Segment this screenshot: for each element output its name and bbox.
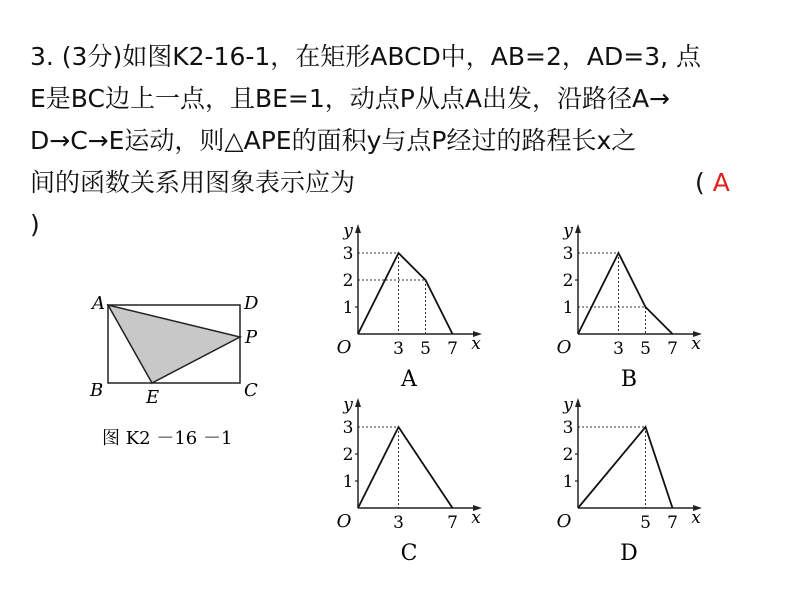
- option-b-y-tick-label: 2: [562, 271, 574, 291]
- paren-open: (: [695, 168, 705, 197]
- answer-bracket: [695, 162, 730, 204]
- option-c-y-tick-label: 3: [342, 418, 354, 438]
- option-b-graph: [545, 218, 720, 398]
- option-a-x-label: x: [471, 334, 481, 354]
- label-d: D: [244, 293, 259, 314]
- option-d-function-line: [578, 427, 673, 508]
- option-d-y-label: y: [563, 395, 573, 415]
- question-line-4: [30, 162, 760, 204]
- option-a-letter: A: [401, 367, 417, 392]
- option-d-y-tick-label: 2: [562, 445, 574, 465]
- option-a-y-arrow: [355, 224, 361, 233]
- option-d-x-tick-label: 5: [640, 513, 651, 533]
- label-c: C: [244, 380, 258, 401]
- option-c-y-label: y: [343, 395, 353, 415]
- option-a-x-tick-label: 7: [447, 339, 458, 359]
- label-e: E: [146, 387, 160, 408]
- option-b-x-tick-label: 5: [640, 339, 651, 359]
- option-b-letter: B: [620, 367, 638, 392]
- figure-caption: 图 K2 －16 －1: [102, 428, 233, 449]
- option-a-y-tick-label: 1: [342, 298, 354, 318]
- option-d-origin-label: O: [556, 511, 572, 532]
- option-c-origin-label: O: [336, 511, 352, 532]
- option-a-graph: [325, 218, 500, 398]
- option-c-graph: [325, 392, 500, 572]
- option-d-x-tick-label: 7: [667, 513, 678, 533]
- question-line-3: D→C→E运动，则△APE的面积y与点P经过的路程长x之: [30, 126, 637, 155]
- option-a-y-tick-label: 2: [342, 271, 354, 291]
- option-c-x-tick-label: 7: [447, 513, 458, 533]
- label-a: A: [92, 293, 105, 314]
- label-b: B: [90, 380, 104, 401]
- option-c-y-tick-label: 2: [342, 445, 354, 465]
- question-text: [30, 36, 760, 246]
- option-c-function-line: [358, 427, 453, 508]
- option-c-x-tick-label: 3: [393, 513, 404, 533]
- option-d-y-tick-label: 3: [562, 418, 574, 438]
- option-b-x-tick-label: 7: [667, 339, 678, 359]
- option-d-graph: [545, 392, 720, 572]
- question-line-1: 3. (3分)如图K2-16-1，在矩形ABCD中，AB=2，AD=3, 点: [30, 42, 701, 71]
- option-a-x-tick-label: 3: [393, 339, 404, 359]
- option-b-y-tick-label: 1: [562, 298, 574, 318]
- option-c-letter: C: [400, 541, 418, 566]
- option-b-y-tick-label: 3: [562, 244, 574, 264]
- option-b-origin-label: O: [556, 337, 572, 358]
- rectangle-figure: [80, 285, 280, 450]
- option-d-x-label: x: [691, 508, 701, 528]
- option-a-function-line: [358, 253, 453, 334]
- triangle-ape-shading: [108, 305, 240, 383]
- option-c-y-tick-label: 1: [342, 472, 354, 492]
- option-a-y-label: y: [343, 221, 353, 241]
- option-d-y-arrow: [575, 398, 581, 407]
- option-b-x-tick-label: 3: [613, 339, 624, 359]
- question-line-4-text: 间的函数关系用图象表示应为: [30, 168, 356, 197]
- option-a-y-tick-label: 3: [342, 244, 354, 264]
- option-b-y-label: y: [563, 221, 573, 241]
- option-c-y-arrow: [355, 398, 361, 407]
- answer-letter: A: [712, 168, 730, 197]
- option-b-y-arrow: [575, 224, 581, 233]
- question-line-2: E是BC边上一点，且BE=1，动点P从点A出发，沿路径A→: [30, 84, 670, 113]
- option-b-x-label: x: [691, 334, 701, 354]
- option-d-y-tick-label: 1: [562, 472, 574, 492]
- option-a-origin-label: O: [336, 337, 352, 358]
- paren-close: ): [30, 210, 40, 239]
- option-b-function-line: [578, 253, 673, 334]
- option-a-x-tick-label: 5: [420, 339, 431, 359]
- label-p: P: [245, 327, 258, 348]
- option-d-letter: D: [620, 541, 638, 566]
- option-c-x-label: x: [471, 508, 481, 528]
